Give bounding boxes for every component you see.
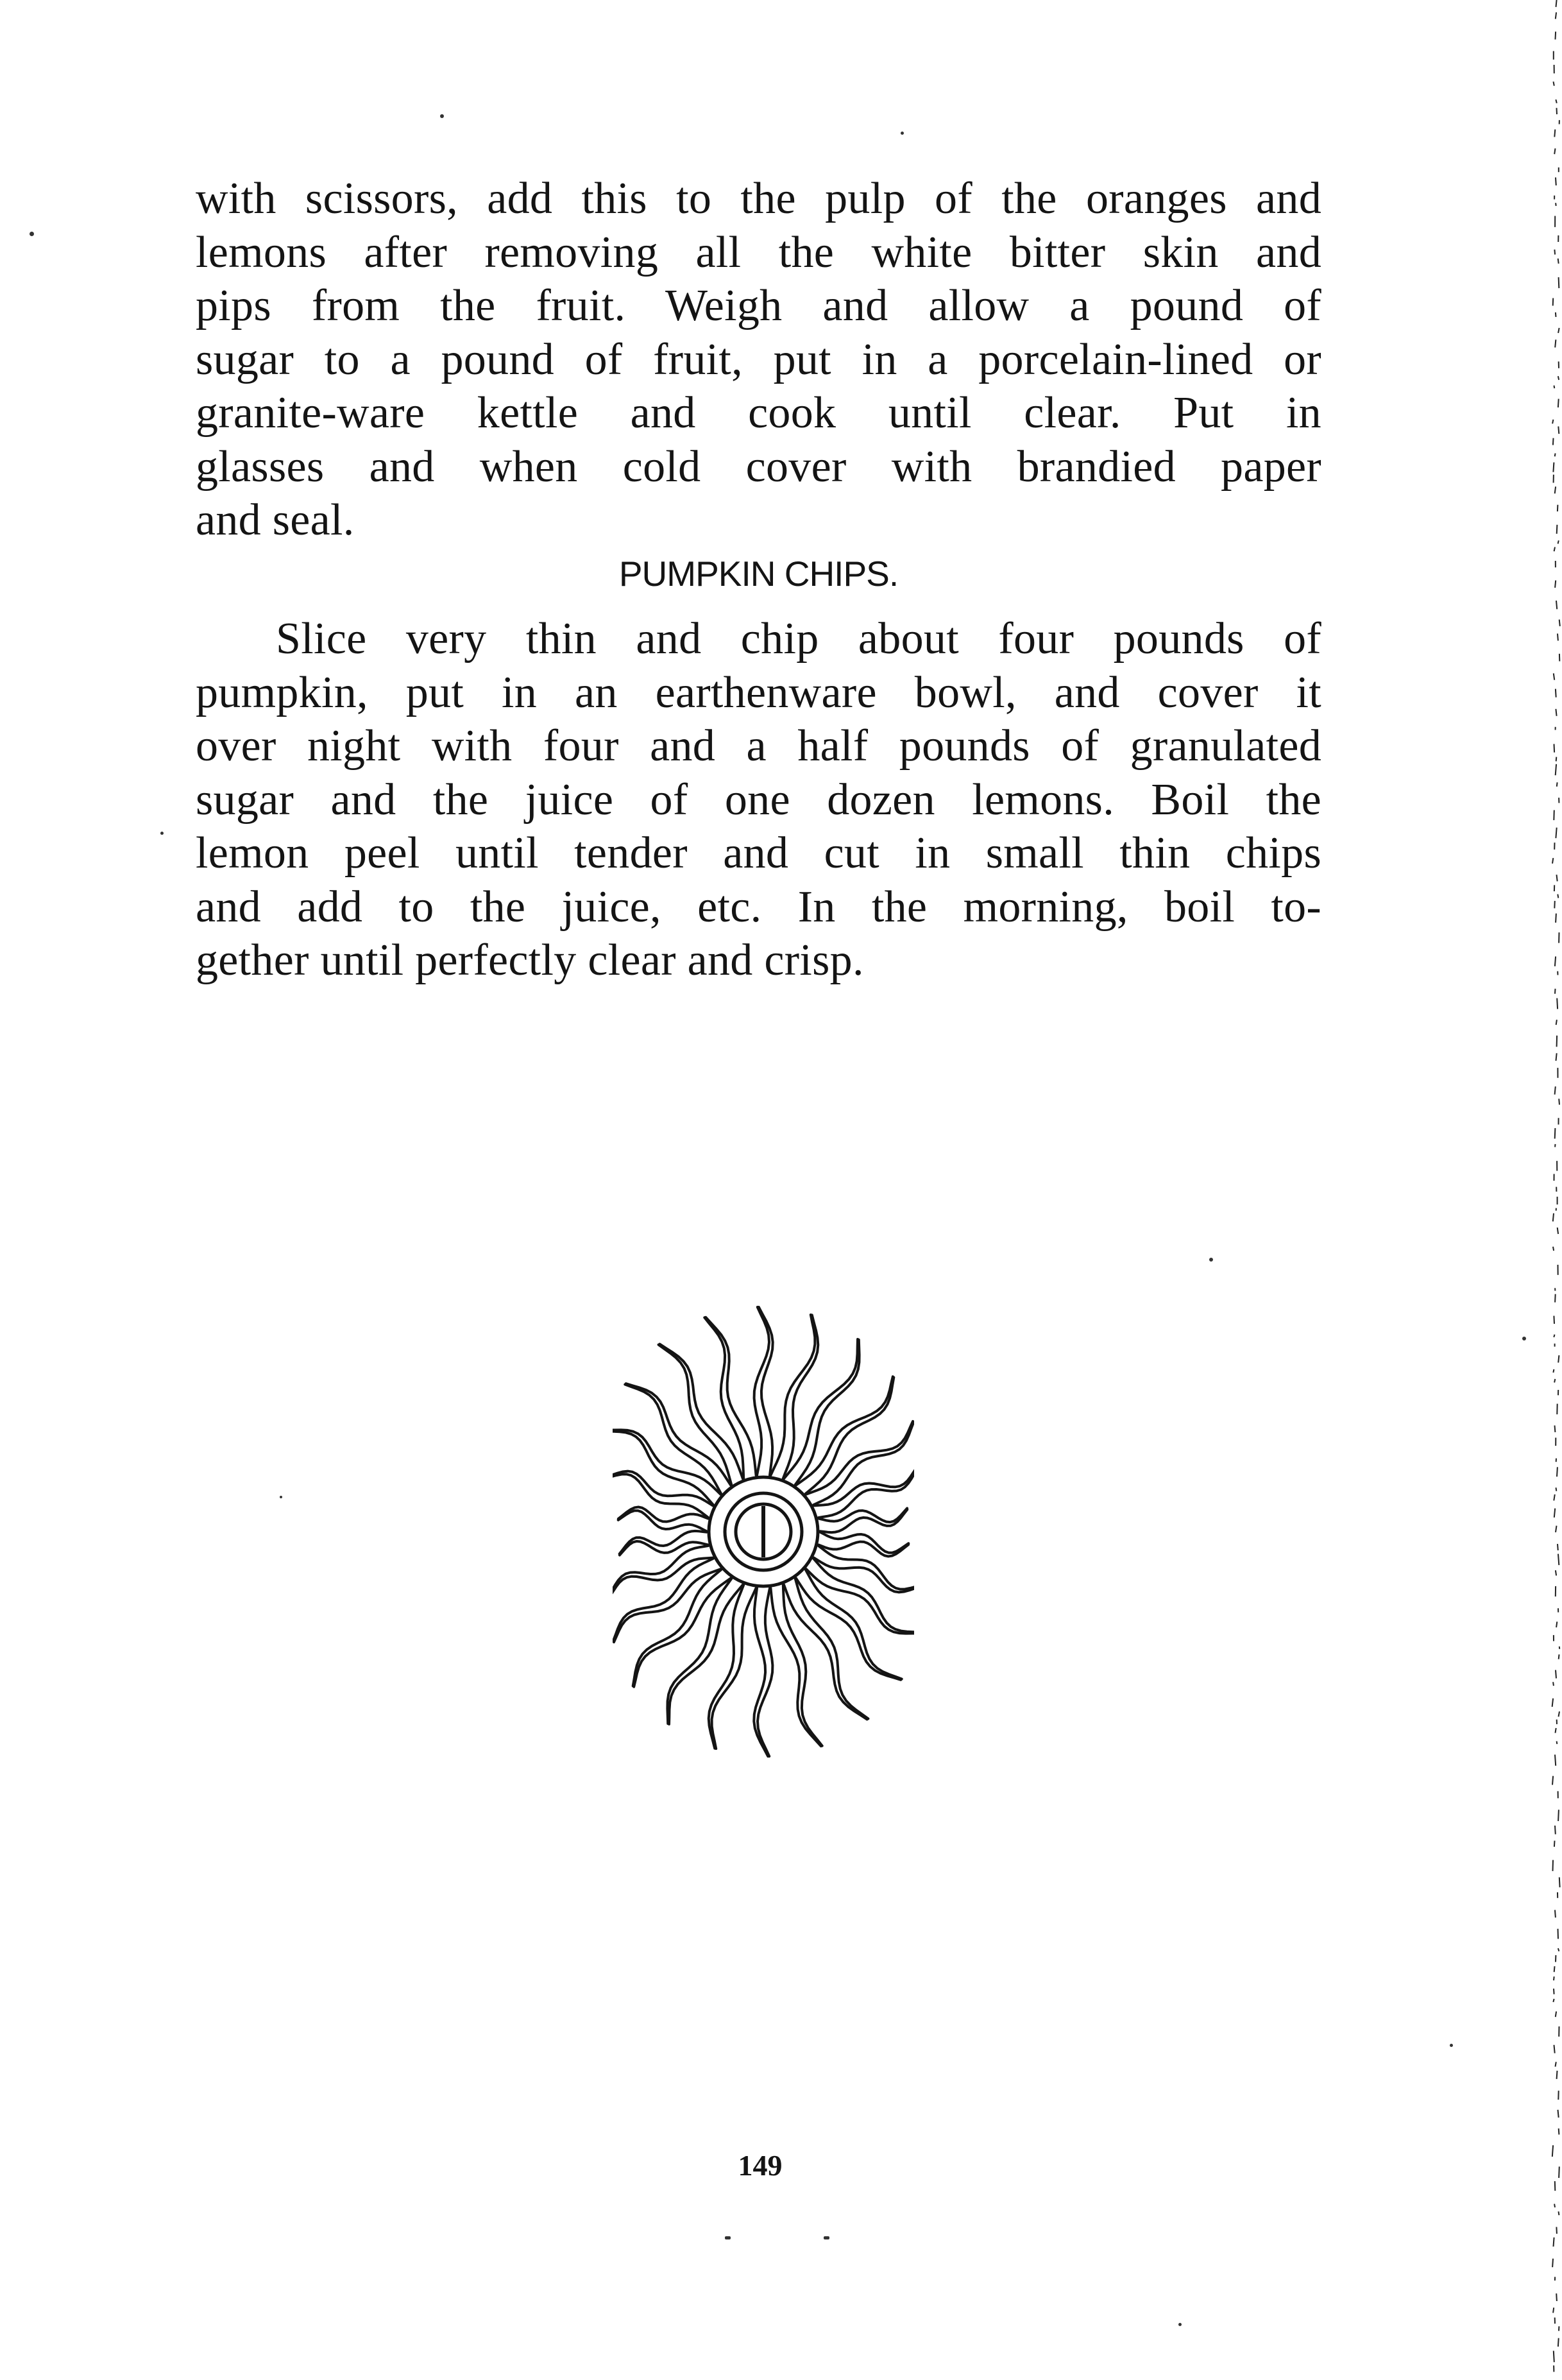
edge-mark: [1558, 376, 1559, 380]
text-line: sugar and the juice of one dozen lemons. Boil the: [196, 775, 1321, 825]
edge-mark: [1558, 259, 1559, 264]
edge-mark: [1554, 744, 1555, 752]
page-number: 149: [738, 2149, 783, 2182]
edge-mark: [1552, 420, 1553, 424]
edge-mark: [1556, 1053, 1557, 1061]
edge-mark: [1558, 1929, 1559, 1939]
edge-mark: [1558, 1554, 1559, 1566]
edge-mark: [1558, 399, 1559, 407]
text-line: lemons after removing all the white bitter skin and: [196, 227, 1321, 277]
edge-mark: [1557, 1742, 1558, 1744]
edge-mark: [1559, 1878, 1560, 1888]
edge-mark: [1554, 1509, 1555, 1518]
edge-mark: [1554, 2204, 1555, 2207]
edge-mark: [1555, 581, 1556, 588]
scan-speck: [440, 114, 444, 118]
scan-speck: [1450, 2044, 1453, 2047]
edge-mark: [1557, 782, 1558, 787]
sunburst-ray: [784, 1339, 858, 1478]
scan-speck: [1522, 1337, 1526, 1340]
scan-speck: [30, 232, 34, 236]
edge-mark: [1554, 1966, 1555, 1972]
sunburst-ornament-icon: [613, 1299, 914, 1761]
sunburst-ray: [659, 1344, 743, 1479]
edge-mark: [1554, 1494, 1555, 1501]
scan-speck: [160, 832, 164, 835]
edge-mark: [1554, 1841, 1555, 1847]
edge-mark: [1552, 2145, 1553, 2157]
edge-mark: [1554, 901, 1555, 909]
edge-mark: [1559, 620, 1560, 626]
edge-mark: [1556, 0, 1557, 7]
edge-mark: [1558, 328, 1559, 333]
edge-mark: [1558, 2110, 1559, 2118]
text-line: pumpkin, put in an earthenware bowl, and cover it: [196, 667, 1321, 717]
edge-mark: [1552, 1699, 1554, 1707]
sunburst-ray: [806, 1569, 914, 1633]
edge-mark: [1554, 1379, 1555, 1383]
sunburst-ray: [659, 1345, 732, 1485]
text-line: with scissors, add this to the pulp of the oranges and: [196, 174, 1321, 223]
text-line: over night with four and a half pounds of granulated: [196, 721, 1321, 771]
scan-speck: [725, 2236, 731, 2239]
edge-mark: [1555, 1754, 1556, 1765]
sunburst-ray: [806, 1421, 913, 1494]
text-line: and seal.: [196, 495, 355, 545]
edge-mark: [1555, 957, 1556, 966]
sunburst-ray: [613, 1431, 713, 1505]
sunburst-ray: [669, 1585, 743, 1724]
edge-mark: [1556, 1020, 1557, 1025]
edge-mark: [1558, 427, 1559, 434]
edge-mark: [1552, 858, 1553, 864]
edge-mark: [1558, 1355, 1559, 1362]
edge-mark: [1555, 1086, 1556, 1095]
edge-mark: [1555, 339, 1556, 347]
sunburst-ray: [784, 1585, 867, 1720]
edge-mark: [1555, 486, 1556, 493]
edge-mark: [1557, 2071, 1558, 2079]
edge-mark: [1553, 438, 1554, 445]
edge-mark: [1554, 250, 1555, 255]
edge-mark: [1554, 547, 1555, 552]
edge-mark: [1555, 1294, 1556, 1303]
sunburst-ray: [613, 1430, 720, 1494]
text-line: pips from the fruit. Weigh and allow a pound of: [196, 281, 1321, 330]
edge-mark: [1553, 1682, 1554, 1686]
edge-mark: [1555, 1826, 1556, 1835]
text-line: lemon peel until tender and cut in small thin chips: [196, 828, 1321, 878]
edge-mark: [1555, 1910, 1556, 1918]
edge-mark: [1554, 386, 1555, 388]
sunburst-ray: [795, 1579, 869, 1718]
edge-mark: [1557, 875, 1558, 881]
recipe-body-paragraph: [196, 612, 1321, 988]
edge-mark: [1559, 1711, 1560, 1717]
edge-mark: [1556, 1487, 1557, 1491]
sunburst-ray: [614, 1569, 720, 1642]
edge-mark: [1555, 453, 1556, 456]
edge-mark: [1553, 463, 1554, 472]
edge-mark: [1554, 148, 1555, 154]
edge-mark: [1557, 525, 1558, 534]
edge-mark: [1558, 540, 1559, 544]
edge-mark: [1555, 989, 1556, 994]
edge-mark: [1557, 1467, 1558, 1477]
text-line: and add to the juice, etc. In the morning, boil to-: [196, 882, 1321, 932]
edge-mark: [1557, 108, 1558, 114]
sunburst-ray: [613, 1558, 713, 1597]
edge-mark: [1556, 2227, 1557, 2234]
edge-mark: [1553, 1247, 1554, 1251]
edge-mark: [1555, 1128, 1556, 1138]
scan-speck: [1209, 1258, 1213, 1262]
text-line: sugar to a pound of fruit, put in a porcelain-lined or: [196, 334, 1321, 384]
edge-mark: [1558, 1810, 1559, 1821]
edge-mark: [1553, 1999, 1554, 2002]
edge-mark: [1558, 1948, 1559, 1951]
scan-speck: [901, 132, 904, 135]
edge-mark: [1558, 2338, 1559, 2347]
edge-mark: [1557, 1036, 1558, 1047]
text-line: gether until perfectly clear and crisp.: [196, 936, 864, 985]
text-line: glasses and when cold cover with brandied paper: [196, 441, 1321, 492]
recipe-continuation-paragraph: [196, 172, 1321, 547]
edge-mark: [1556, 1526, 1557, 1532]
scanned-page-edge: [1548, 0, 1562, 2380]
sunburst-ray: [813, 1559, 914, 1632]
edge-mark: [1553, 1369, 1554, 1373]
text-line: granite-ware kettle and cook until clear. Put in: [196, 388, 1321, 438]
edge-mark: [1556, 601, 1557, 609]
edge-mark: [1557, 998, 1558, 1009]
edge-mark: [1554, 130, 1555, 137]
scan-speck: [1178, 2323, 1182, 2326]
recipe-heading: PUMPKIN CHIPS.: [618, 554, 899, 594]
edge-mark: [1555, 2181, 1556, 2191]
sunburst-ray: [814, 1467, 914, 1505]
text-line: Slice very thin and chip about four pounds of: [276, 614, 1321, 663]
edge-mark: [1552, 2259, 1553, 2267]
edge-mark: [1553, 298, 1554, 306]
scan-speck: [824, 2236, 829, 2239]
edge-mark: [1553, 2307, 1554, 2313]
scan-speck: [280, 1496, 282, 1498]
edge-mark: [1552, 1776, 1553, 1785]
edge-mark: [1553, 1213, 1554, 1222]
edge-mark: [1555, 1425, 1556, 1432]
edge-mark: [1556, 1622, 1557, 1627]
edge-mark: [1556, 2293, 1557, 2301]
edge-mark: [1553, 1860, 1554, 1871]
edge-mark: [1554, 2045, 1555, 2053]
edge-mark: [1556, 757, 1557, 762]
